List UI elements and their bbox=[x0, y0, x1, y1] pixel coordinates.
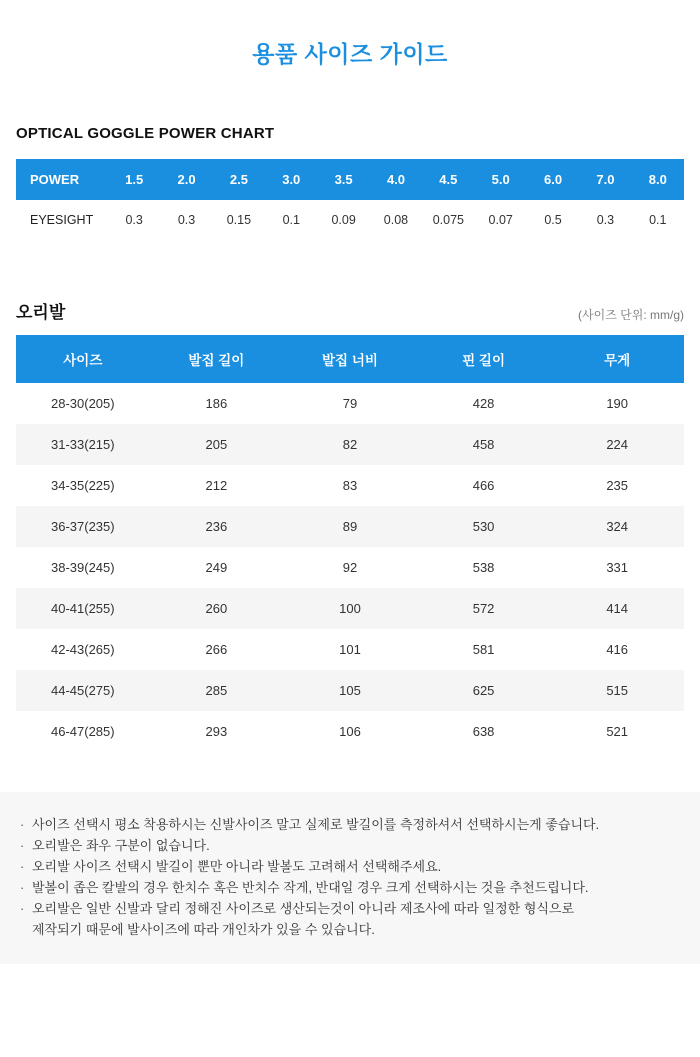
power-col-3: 3.0 bbox=[265, 159, 317, 200]
note-text: 발볼이 좁은 칼발의 경우 한치수 혹은 반치수 작게, 반대일 경우 크게 선택하시는 것을 추천드립니다. bbox=[32, 880, 589, 896]
power-col-7: 5.0 bbox=[475, 159, 527, 200]
fins-unit-note: (사이즈 단위: mm/g) bbox=[578, 308, 684, 322]
fins-col-weight: 무게 bbox=[550, 335, 684, 383]
fins-cell-pocket-width: 101 bbox=[283, 629, 417, 670]
fins-cell-size: 28-30(205) bbox=[16, 383, 150, 424]
fins-cell-weight: 324 bbox=[550, 506, 684, 547]
fins-cell-pocket-width: 92 bbox=[283, 547, 417, 588]
fins-cell-fin-length: 581 bbox=[417, 629, 551, 670]
fins-cell-pocket-width: 83 bbox=[283, 465, 417, 506]
table-row bbox=[16, 383, 684, 424]
table-row bbox=[16, 506, 684, 547]
bullet-icon: · bbox=[20, 859, 25, 875]
fins-cell-fin-length: 638 bbox=[417, 711, 551, 752]
note-text-continuation: 제작되기 때문에 발사이즈에 따라 개인차가 있을 수 있습니다. bbox=[32, 922, 375, 938]
fins-cell-weight: 190 bbox=[550, 383, 684, 424]
table-row bbox=[16, 465, 684, 506]
bullet-icon: · bbox=[20, 880, 25, 896]
note-item bbox=[20, 856, 680, 877]
power-col-10: 8.0 bbox=[632, 159, 684, 200]
eyesight-value-0: 0.3 bbox=[108, 200, 160, 240]
fins-section-header bbox=[16, 298, 684, 323]
eyesight-value-7: 0.07 bbox=[475, 200, 527, 240]
power-row-label: POWER bbox=[16, 159, 108, 200]
note-text: 오리발 사이즈 선택시 발길이 뿐만 아니라 발볼도 고려해서 선택해주세요. bbox=[32, 859, 442, 875]
fins-cell-pocket-length: 205 bbox=[150, 424, 284, 465]
eyesight-value-6: 0.075 bbox=[422, 200, 474, 240]
table-row bbox=[16, 424, 684, 465]
fins-cell-size: 44-45(275) bbox=[16, 670, 150, 711]
eyesight-value-8: 0.5 bbox=[527, 200, 579, 240]
fins-cell-pocket-width: 89 bbox=[283, 506, 417, 547]
fins-cell-size: 40-41(255) bbox=[16, 588, 150, 629]
fins-table-header bbox=[16, 335, 684, 383]
fins-cell-pocket-length: 212 bbox=[150, 465, 284, 506]
power-col-5: 4.0 bbox=[370, 159, 422, 200]
fins-cell-pocket-length: 285 bbox=[150, 670, 284, 711]
fins-cell-weight: 515 bbox=[550, 670, 684, 711]
fins-col-size: 사이즈 bbox=[16, 335, 150, 383]
fins-cell-fin-length: 538 bbox=[417, 547, 551, 588]
fins-cell-pocket-width: 106 bbox=[283, 711, 417, 752]
fins-col-foot-pocket-width: 발집 너비 bbox=[283, 335, 417, 383]
fins-table-body bbox=[16, 383, 684, 752]
fins-cell-size: 38-39(245) bbox=[16, 547, 150, 588]
table-row bbox=[16, 711, 684, 752]
fins-cell-pocket-width: 105 bbox=[283, 670, 417, 711]
power-col-6: 4.5 bbox=[422, 159, 474, 200]
table-row bbox=[16, 159, 684, 200]
eyesight-value-10: 0.1 bbox=[632, 200, 684, 240]
fins-cell-size: 31-33(215) bbox=[16, 424, 150, 465]
table-row bbox=[16, 335, 684, 383]
power-chart-body bbox=[16, 200, 684, 240]
eyesight-value-3: 0.1 bbox=[265, 200, 317, 240]
fins-cell-fin-length: 572 bbox=[417, 588, 551, 629]
fins-cell-pocket-length: 293 bbox=[150, 711, 284, 752]
fins-cell-pocket-length: 260 bbox=[150, 588, 284, 629]
eyesight-value-9: 0.3 bbox=[579, 200, 631, 240]
eyesight-value-5: 0.08 bbox=[370, 200, 422, 240]
power-col-2: 2.5 bbox=[213, 159, 265, 200]
fins-cell-fin-length: 428 bbox=[417, 383, 551, 424]
table-row bbox=[16, 670, 684, 711]
bullet-icon: · bbox=[20, 901, 25, 917]
fins-cell-weight: 416 bbox=[550, 629, 684, 670]
eyesight-row-label: EYESIGHT bbox=[16, 200, 108, 240]
fins-cell-weight: 521 bbox=[550, 711, 684, 752]
fins-cell-pocket-width: 100 bbox=[283, 588, 417, 629]
fins-cell-size: 34-35(225) bbox=[16, 465, 150, 506]
fins-cell-pocket-length: 236 bbox=[150, 506, 284, 547]
power-col-4: 3.5 bbox=[317, 159, 369, 200]
fins-cell-weight: 414 bbox=[550, 588, 684, 629]
power-col-1: 2.0 bbox=[160, 159, 212, 200]
bullet-icon: · bbox=[20, 817, 25, 832]
table-row bbox=[16, 588, 684, 629]
eyesight-value-2: 0.15 bbox=[213, 200, 265, 240]
fins-cell-weight: 331 bbox=[550, 547, 684, 588]
fins-cell-fin-length: 466 bbox=[417, 465, 551, 506]
power-col-9: 7.0 bbox=[579, 159, 631, 200]
note-item bbox=[20, 835, 680, 856]
fins-col-foot-pocket-length: 발집 길이 bbox=[150, 335, 284, 383]
fins-section-title: 오리발 bbox=[16, 303, 66, 322]
eyesight-value-1: 0.3 bbox=[160, 200, 212, 240]
goggle-section-title: OPTICAL GOGGLE POWER CHART bbox=[16, 125, 275, 142]
fins-cell-pocket-width: 82 bbox=[283, 424, 417, 465]
table-row bbox=[16, 200, 684, 240]
note-text: 오리발은 일반 신발과 달리 정해진 사이즈로 생산되는것이 아니라 제조사에 따라 일정한 형식으로 bbox=[32, 901, 575, 917]
note-item bbox=[20, 898, 680, 940]
fins-cell-size: 42-43(265) bbox=[16, 629, 150, 670]
power-col-8: 6.0 bbox=[527, 159, 579, 200]
note-item bbox=[20, 877, 680, 898]
goggle-power-section bbox=[0, 125, 700, 240]
power-chart-header bbox=[16, 159, 684, 200]
table-row bbox=[16, 547, 684, 588]
page-title: 용품 사이즈 가이드 bbox=[252, 41, 448, 67]
eyesight-value-4: 0.09 bbox=[317, 200, 369, 240]
note-text: 사이즈 선택시 평소 착용하시는 신발사이즈 말고 실제로 발길이를 측정하셔서 선택하시는게 좋습니다. bbox=[32, 817, 600, 832]
fins-cell-fin-length: 625 bbox=[417, 670, 551, 711]
note-item bbox=[20, 814, 680, 835]
fins-cell-pocket-length: 266 bbox=[150, 629, 284, 670]
note-text: 오리발은 좌우 구분이 없습니다. bbox=[32, 838, 210, 854]
fins-cell-size: 36-37(235) bbox=[16, 506, 150, 547]
fins-cell-weight: 235 bbox=[550, 465, 684, 506]
table-row bbox=[16, 629, 684, 670]
fins-cell-pocket-length: 186 bbox=[150, 383, 284, 424]
fins-cell-size: 46-47(285) bbox=[16, 711, 150, 752]
fins-cell-pocket-length: 249 bbox=[150, 547, 284, 588]
fins-cell-pocket-width: 79 bbox=[283, 383, 417, 424]
power-col-0: 1.5 bbox=[108, 159, 160, 200]
notes-section bbox=[0, 792, 700, 964]
fins-size-table bbox=[16, 335, 684, 752]
fins-section bbox=[0, 298, 700, 752]
bullet-icon: · bbox=[20, 838, 25, 854]
fins-cell-fin-length: 530 bbox=[417, 506, 551, 547]
power-chart-table bbox=[16, 159, 684, 240]
fins-cell-weight: 224 bbox=[550, 424, 684, 465]
fins-col-fin-length: 핀 길이 bbox=[417, 335, 551, 383]
fins-cell-fin-length: 458 bbox=[417, 424, 551, 465]
